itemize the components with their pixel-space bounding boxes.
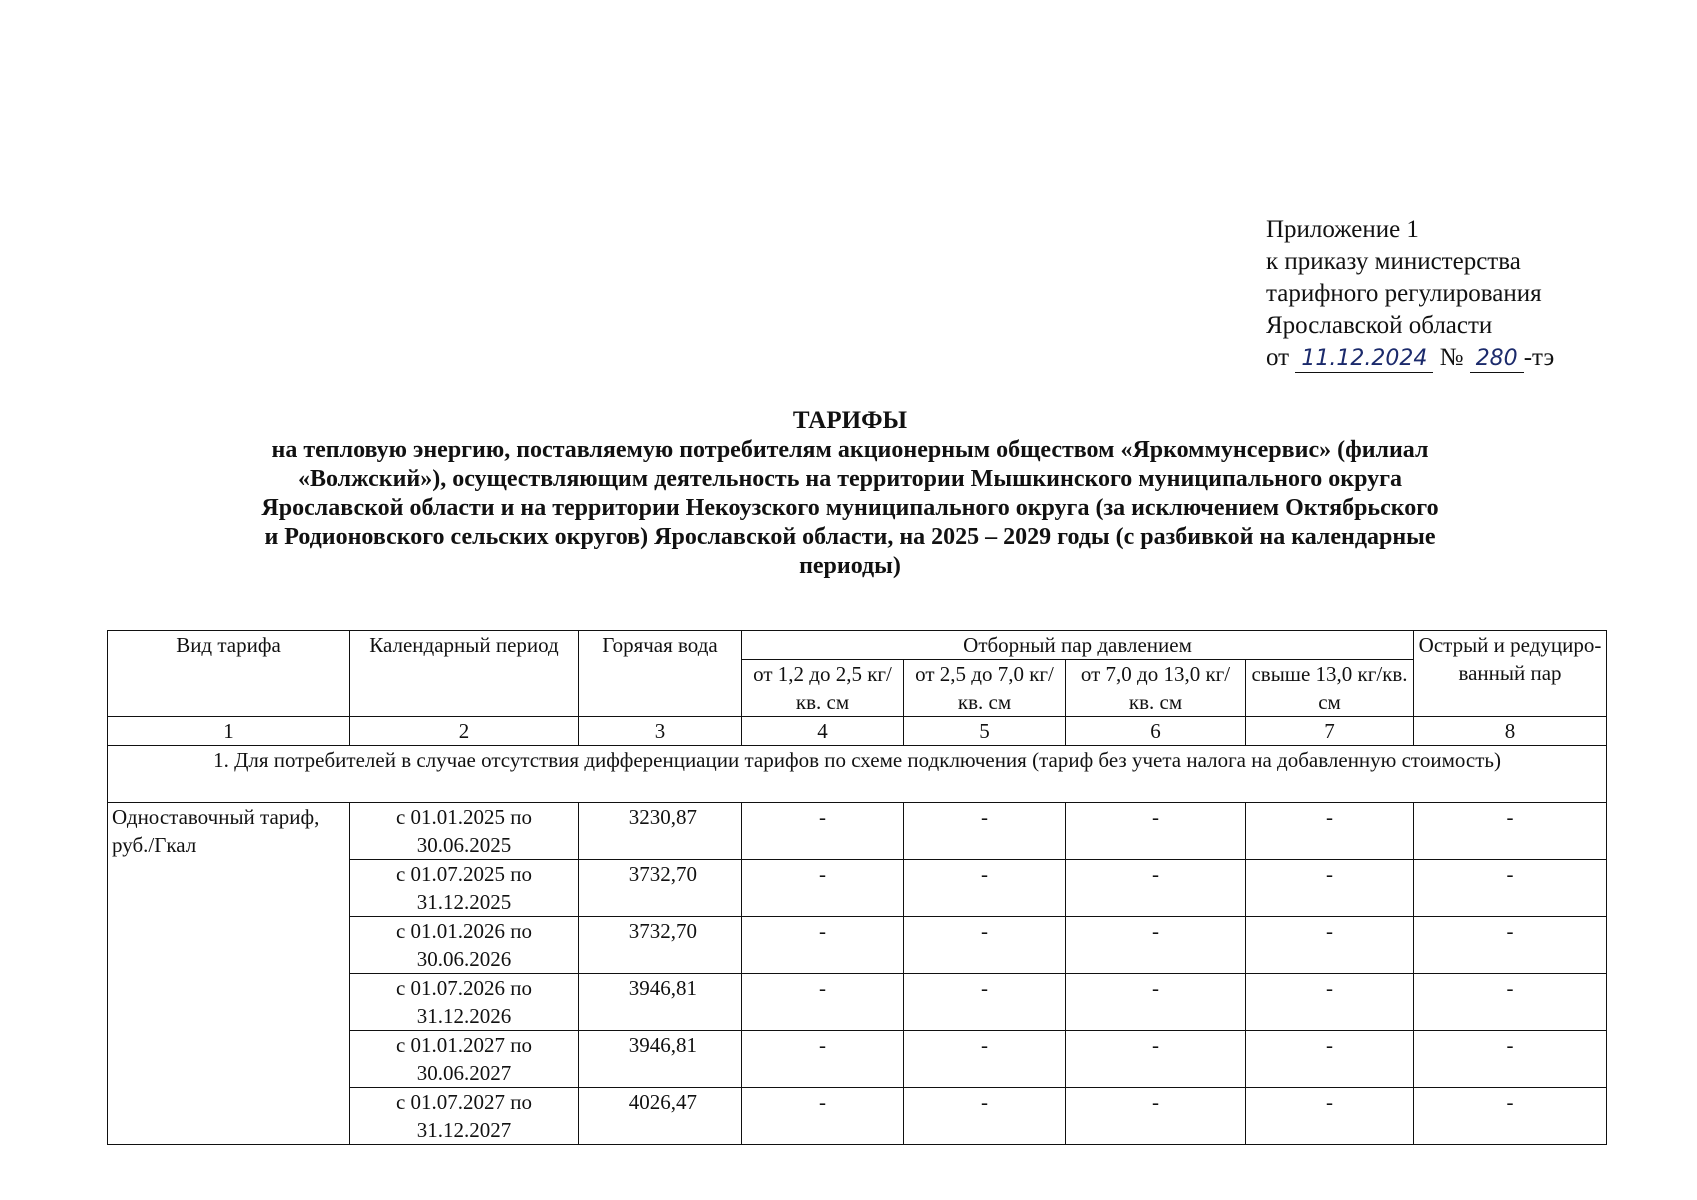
- column-number: 7: [1246, 717, 1414, 746]
- header-tariff-type: Вид тарифа: [108, 631, 350, 717]
- table-row: [108, 803, 1607, 860]
- appendix-line-2: к приказу министерства: [1266, 248, 1521, 275]
- value-cell: -: [1414, 860, 1607, 917]
- hot-water-cell: 3230,87: [579, 803, 742, 860]
- value-cell: -: [1414, 1031, 1607, 1088]
- period-cell: с 01.01.2027 по 30.06.2027: [350, 1031, 579, 1088]
- appendix-line-3: тарифного регулирования: [1266, 280, 1542, 307]
- title-line-2: «Волжский»), осуществляющим деятельность на территории Мышкинского муниципального округа: [297, 466, 1403, 492]
- period-cell: с 01.01.2025 по 30.06.2025: [350, 803, 579, 860]
- document-title: [100, 406, 1600, 581]
- order-suffix: -тэ: [1523, 344, 1555, 371]
- value-cell: -: [742, 860, 904, 917]
- value-cell: -: [1414, 803, 1607, 860]
- title-line-5: периоды): [799, 553, 901, 579]
- value-cell: -: [1414, 974, 1607, 1031]
- value-cell: -: [742, 803, 904, 860]
- value-cell: -: [904, 917, 1066, 974]
- value-cell: -: [1066, 1031, 1246, 1088]
- section-row: [108, 746, 1607, 803]
- appendix-block: [1266, 214, 1554, 374]
- column-number-row: [108, 717, 1607, 746]
- value-cell: -: [1414, 917, 1607, 974]
- value-cell: -: [1246, 1088, 1414, 1145]
- column-number: 5: [904, 717, 1066, 746]
- header-row-1: [108, 631, 1607, 660]
- header-hot-water: Горячая вода: [579, 631, 742, 717]
- column-number: 4: [742, 717, 904, 746]
- title-line-3: Ярославской области и на территории Некоузского муниципального округа (за исключением Октябрьского: [261, 495, 1439, 521]
- title-line-1: на тепловую энергию, поставляемую потребителям акционерным обществом «Яркоммунсервис» (филиал: [271, 437, 1429, 463]
- value-cell: -: [904, 974, 1066, 1031]
- column-number: 1: [108, 717, 350, 746]
- value-cell: -: [1066, 860, 1246, 917]
- value-cell: -: [1246, 974, 1414, 1031]
- value-cell: -: [1246, 917, 1414, 974]
- tariffs-table: [107, 630, 1607, 1145]
- value-cell: -: [1066, 974, 1246, 1031]
- period-cell: с 01.07.2027 по 31.12.2027: [350, 1088, 579, 1145]
- value-cell: -: [1066, 1088, 1246, 1145]
- value-cell: -: [904, 1088, 1066, 1145]
- appendix-line-1: Приложение 1: [1266, 216, 1419, 243]
- header-pressure-3: от 7,0 до 13,0 кг/кв. см: [1066, 660, 1246, 717]
- value-cell: -: [1246, 860, 1414, 917]
- value-cell: -: [1414, 1088, 1607, 1145]
- header-pressure-4: свыше 13,0 кг/кв. см: [1246, 660, 1414, 717]
- value-cell: -: [904, 803, 1066, 860]
- order-number-sign: №: [1439, 344, 1464, 371]
- column-number: 2: [350, 717, 579, 746]
- title-main: ТАРИФЫ: [792, 407, 908, 434]
- value-cell: -: [904, 1031, 1066, 1088]
- header-pressure-2: от 2,5 до 7,0 кг/кв. см: [904, 660, 1066, 717]
- hot-water-cell: 3946,81: [579, 1031, 742, 1088]
- section-title: 1. Для потребителей в случае отсутствия дифференциации тарифов по схеме подключения (тариф без учета налога на добавленную стоимость): [108, 746, 1607, 803]
- hot-water-cell: 3732,70: [579, 917, 742, 974]
- appendix-line-4: Ярославской области: [1266, 312, 1493, 339]
- column-number: 8: [1414, 717, 1607, 746]
- appendix-order-line: [1266, 342, 1554, 374]
- column-number: 6: [1066, 717, 1246, 746]
- hot-water-cell: 4026,47: [579, 1088, 742, 1145]
- header-sharp-steam: Острый и редуциро-ванный пар: [1414, 631, 1607, 717]
- header-steam-group: Отборный пар давлением: [742, 631, 1414, 660]
- tariff-type-label: Одноставочный тариф, руб./Гкал: [108, 803, 350, 1145]
- title-line-4: и Родионовского сельских округов) Ярославской области, на 2025 – 2029 годы (с разбивкой на календарные: [264, 524, 1436, 550]
- period-cell: с 01.07.2026 по 31.12.2026: [350, 974, 579, 1031]
- value-cell: -: [1066, 917, 1246, 974]
- value-cell: -: [904, 860, 1066, 917]
- period-cell: с 01.07.2025 по 31.12.2025: [350, 860, 579, 917]
- hot-water-cell: 3946,81: [579, 974, 742, 1031]
- order-number-handwritten: 280: [1470, 346, 1524, 373]
- value-cell: -: [1246, 803, 1414, 860]
- column-number: 3: [579, 717, 742, 746]
- order-from-prefix: от: [1266, 344, 1290, 371]
- value-cell: -: [1246, 1031, 1414, 1088]
- value-cell: -: [1066, 803, 1246, 860]
- value-cell: -: [742, 1088, 904, 1145]
- hot-water-cell: 3732,70: [579, 860, 742, 917]
- order-date-handwritten: 11.12.2024: [1295, 346, 1433, 373]
- period-cell: с 01.01.2026 по 30.06.2026: [350, 917, 579, 974]
- header-period: Календарный период: [350, 631, 579, 717]
- value-cell: -: [742, 917, 904, 974]
- header-pressure-1: от 1,2 до 2,5 кг/кв. см: [742, 660, 904, 717]
- value-cell: -: [742, 974, 904, 1031]
- value-cell: -: [742, 1031, 904, 1088]
